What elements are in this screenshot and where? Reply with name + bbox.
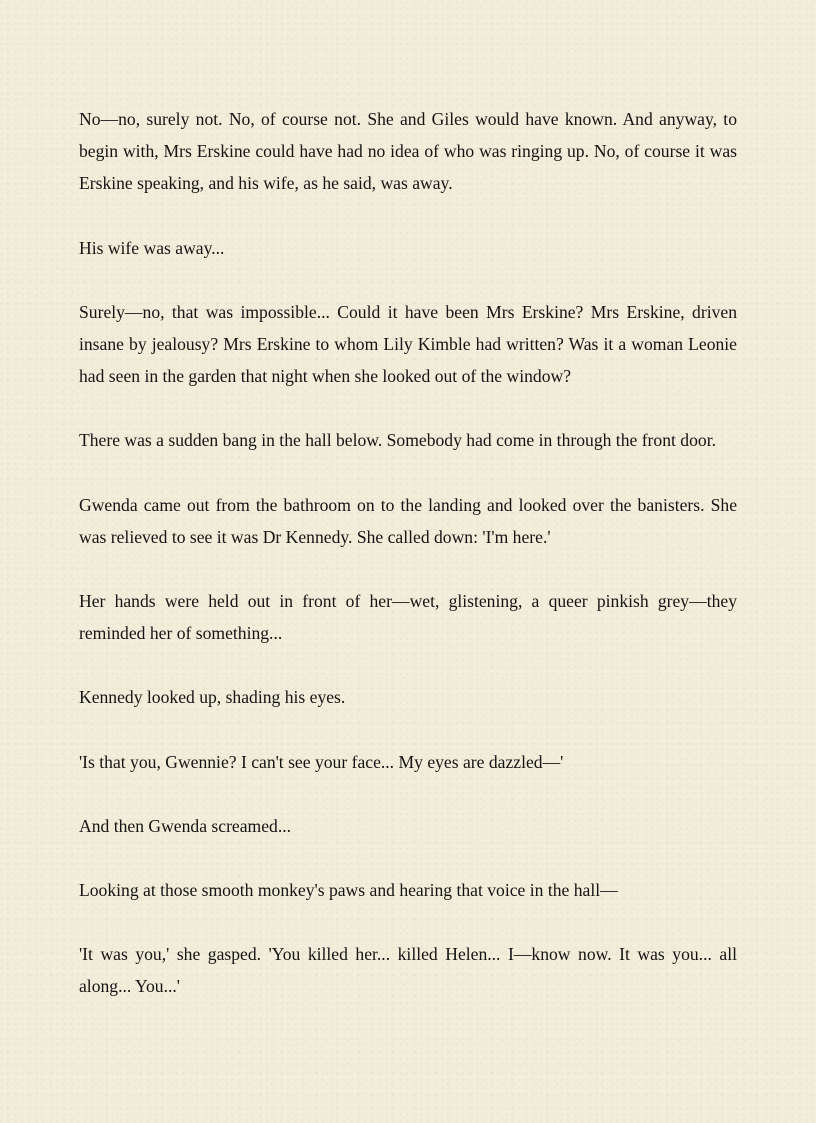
paragraph: Surely—no, that was impossible... Could it have been Mrs Erskine? Mrs Erskine, driven insane by jealousy? Mrs Erskine to whom Lily Kimble had written? Was it a woman Leonie had seen in the garden that night when she looked out of the window? xyxy=(79,301,737,387)
paragraph: Gwenda came out from the bathroom on to the landing and looked over the banisters. She was relieved to see it was Dr Kennedy. She called down: 'I'm here.' xyxy=(79,494,737,547)
paragraph: And then Gwenda screamed... xyxy=(79,815,292,836)
paragraph: Kennedy looked up, shading his eyes. xyxy=(79,687,346,708)
paragraph: 'It was you,' she gasped. 'You killed her... killed Helen... I—know now. It was you... all along... You...' xyxy=(79,944,737,997)
paragraph: Looking at those smooth monkey's paws and hearing that voice in the hall— xyxy=(79,880,618,901)
paragraph: No—no, surely not. No, of course not. She and Giles would have known. And anyway, to begin with, Mrs Erskine could have had no idea of who was ringing up. No, of course it was Erskine speaking, and his wife, as he said, was away. xyxy=(79,109,737,194)
paragraph: His wife was away... xyxy=(79,237,225,258)
paragraph: There was a sudden bang in the hall below. Somebody had come in through the front door. xyxy=(79,430,716,451)
paragraph: Her hands were held out in front of her—wet, glistening, a queer pinkish grey—they reminded her of something... xyxy=(79,591,737,644)
paragraph: 'Is that you, Gwennie? I can't see your face... My eyes are dazzled—' xyxy=(79,751,564,772)
